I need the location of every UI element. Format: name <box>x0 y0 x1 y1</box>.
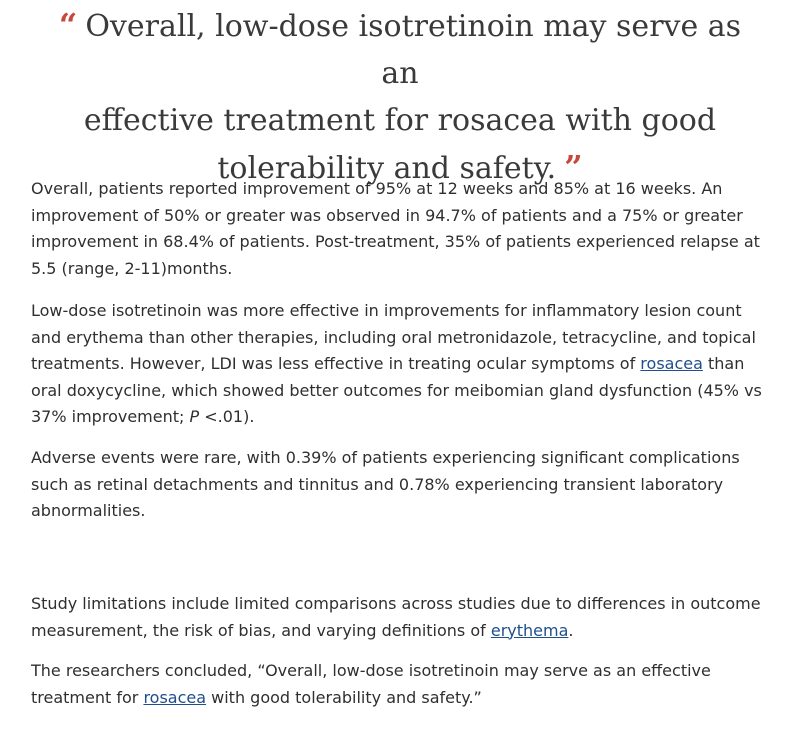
paragraph-results: Overall, patients reported improvement of 95% at 12 weeks and 85% at 16 weeks. An improvement of 50% or greater was observed in 94.7% of patients and a 75% or greater improvement in 68.4% of patients. Post-treatment, 35% of patients experienced relapse at 5.5 (range, 2-11)months. <box>31 179 760 278</box>
p-value-symbol: P <box>189 407 200 426</box>
pull-quote-line-1: Overall, low-dose isotretinoin may serve as an <box>85 9 742 91</box>
pull-quote <box>50 2 750 192</box>
erythema-link[interactable]: erythema <box>490 620 569 640</box>
paragraph-limitations-text-2: . <box>568 620 574 640</box>
paragraph-conclusion <box>31 658 776 711</box>
close-quote-mark: ” <box>564 148 583 186</box>
open-quote-mark: “ <box>58 6 78 44</box>
paragraph-effectiveness-text-3: <.01). <box>199 407 255 426</box>
paragraph-effectiveness-text-1: Low-dose isotretinoin was more effective in improvements for inflammatory lesion count and erythema than other therapies, including oral metronidazole, tetracycline, and topical treatments. However, LDI was less effective in treating ocular symptoms of <box>31 301 756 373</box>
paragraph-adverse-events: Adverse events were rare, with 0.39% of patients experiencing significant complications such as retinal detachments and tinnitus and 0.78% experiencing transient laboratory abnormalities. <box>31 448 740 520</box>
rosacea-link-2[interactable]: rosacea <box>143 687 207 707</box>
pull-quote-line-3: tolerability and safety. <box>217 151 557 186</box>
rosacea-link[interactable]: rosacea <box>640 354 703 373</box>
paragraph-effectiveness <box>31 298 776 431</box>
paragraph-limitations-text-1: Study limitations include limited comparisons across studies due to differences in outcome measurement, the risk of bias, and varying definitions of <box>31 594 761 640</box>
paragraph-conclusion-text-1: The researchers concluded, “Overall, low-dose isotretinoin may serve as an effective treatment for <box>31 661 711 707</box>
paragraph-limitations <box>31 591 776 644</box>
paragraph-conclusion-text-2: with good tolerability and safety.” <box>206 687 482 707</box>
pull-quote-line-2: effective treatment for rosacea with good <box>83 103 717 138</box>
paragraph-effectiveness-text-2: than oral doxycycline, which showed better outcomes for meibomian gland dysfunction (45% vs 37% improvement; <box>31 354 762 426</box>
